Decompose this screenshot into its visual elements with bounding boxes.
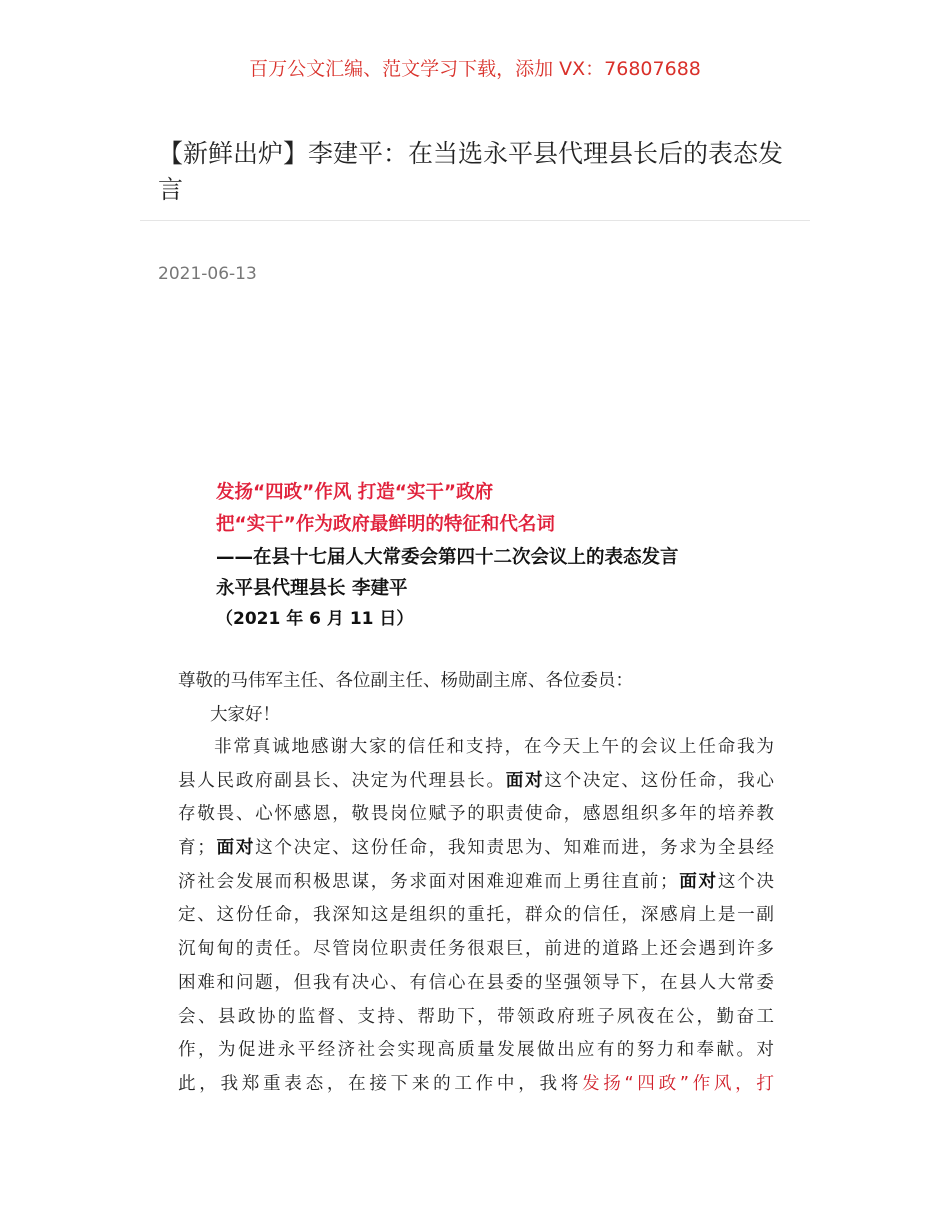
body-text: 存敬畏、心怀感恩，敬畏岗位赋予的职责使命，感恩组织多年的培养教	[178, 804, 774, 825]
body-line	[178, 832, 774, 866]
body-text: 这个决定、这份任命，我心	[544, 770, 774, 791]
body-line	[178, 967, 774, 1001]
speaker-byline: 永平县代理县长 李建平	[216, 578, 408, 599]
title-divider	[140, 220, 810, 221]
body-line	[178, 765, 774, 799]
highlight-text: 发扬“四政”作风，打	[582, 1073, 774, 1094]
body-text: 作，为促进永平经济社会实现高质量发展做出应有的努力和奉献。对	[178, 1040, 774, 1061]
emphasis-text: 面对	[505, 770, 545, 791]
body-text: 育；	[178, 838, 215, 859]
salutation: 尊敬的马伟军主任、各位副主任、杨勋副主席、各位委员：	[178, 671, 633, 691]
body-line	[178, 798, 774, 832]
body-text: 县人民政府副县长、决定为代理县长。	[178, 770, 506, 791]
body-text: 济社会发展而积极思谋，务求面对困难迎难而上勇往直前；	[178, 871, 678, 892]
body-line	[178, 1034, 774, 1068]
body-text: 此，我郑重表态，在接下来的工作中，我将	[178, 1073, 582, 1094]
emphasis-text: 面对	[677, 871, 718, 892]
speech-occasion: ——在县十七届人大常委会第四十二次会议上的表态发言	[216, 547, 679, 568]
body-text: 这个决定、这份任命，我知责思为、知难而进，务求为全县经	[255, 838, 774, 859]
body-line	[178, 933, 774, 967]
body-line	[178, 1068, 774, 1102]
speech-date: （2021 年 6 月 11 日）	[216, 609, 414, 629]
body-text: 定、这份任命，我深知这是组织的重托，群众的信任，深感肩上是一副	[178, 905, 774, 926]
body-line	[178, 731, 774, 765]
body-text: 困难和问题，但我有决心、有信心在县委的坚强领导下，在县人大常委	[178, 972, 774, 993]
body-text: 非常真诚地感谢大家的信任和支持，在今天上午的会议上任命我为	[214, 737, 774, 757]
emphasis-text: 面对	[214, 838, 256, 859]
body-line	[178, 866, 774, 900]
greeting: 大家好！	[210, 705, 280, 725]
promo-banner: 百万公文汇编、范文学习下载，添加 VX：76807688	[249, 58, 701, 80]
body-text: 会、县政协的监督、支持、帮助下，带领政府班子夙夜在公，勤奋工	[178, 1006, 774, 1027]
speech-subheadline: 把“实干”作为政府最鲜明的特征和代名词	[216, 514, 555, 535]
body-text: 沉甸甸的责任。尽管岗位职责任务很艰巨，前进的道路上还会遇到许多	[178, 939, 774, 960]
body-text: 这个决	[717, 871, 774, 892]
article-title: 【新鲜出炉】李建平：在当选永平县代理县长后的表态发言	[158, 139, 784, 204]
body-line	[178, 899, 774, 933]
publish-date: 2021-06-13	[158, 264, 257, 284]
speech-body	[178, 731, 774, 1102]
speech-headline: 发扬“四政”作风 打造“实干”政府	[216, 482, 494, 503]
body-line	[178, 1001, 774, 1035]
